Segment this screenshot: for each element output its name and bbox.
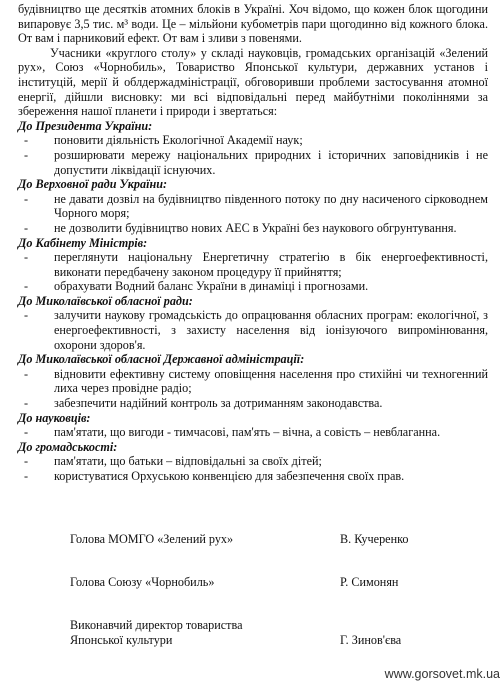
- signature-title-green-movement: Голова МОМГО «Зелений рух»: [70, 532, 234, 546]
- section-list-oblast-council: [18, 308, 488, 352]
- section-list-scientists: [18, 425, 488, 440]
- signature-title-japanese-culture-line2: Японської культури: [70, 633, 173, 647]
- section-heading-cabinet: До Кабінету Міністрів:: [18, 235, 148, 250]
- section-list-president: [18, 133, 488, 177]
- section-heading-verkhovna-rada: До Верховної ради України:: [18, 177, 168, 192]
- document-body: [18, 2, 488, 484]
- list-item: - переглянути національну Енергетичну стратегію в бік енергоефективності, виконати передбачену законом процедуру її прийняття;: [18, 250, 488, 279]
- list-item: - залучити наукову громадськість до опрацювання обласних програм: екологічної, з енергоефективності, з захисту населення від іонізуючого випромінювання, охорони здоров'я.: [18, 308, 488, 352]
- signature-name-chornobyl: Р. Симонян: [340, 575, 399, 589]
- section-list-cabinet: [18, 250, 488, 294]
- list-item: - пам'ятати, що вигоди - тимчасові, пам'ять – вічна, а совість – невблаганна.: [18, 425, 488, 440]
- section-list-oblast-administration: [18, 367, 488, 411]
- signature-name-green-movement: В. Кучеренко: [340, 532, 409, 546]
- signature-title-japanese-culture: Виконавчий директор товариства: [70, 618, 243, 632]
- section-list-public: [18, 454, 488, 483]
- list-item: - пам'ятати, що батьки – відповідальні за своїх дітей;: [18, 454, 488, 469]
- section-heading-public: До громадськості:: [18, 439, 118, 454]
- section-heading-scientists: До науковців:: [18, 410, 91, 425]
- section-heading-president: До Президента України:: [18, 118, 153, 133]
- list-item: - розширювати мережу національних природних і історичних заповідників і не допустити ліквідації існуючих.: [18, 148, 488, 177]
- signature-title-chornobyl: Голова Союзу «Чорнобиль»: [70, 575, 215, 589]
- section-list-verkhovna-rada: [18, 192, 488, 236]
- website-url[interactable]: www.gorsovet.mk.ua: [384, 667, 500, 681]
- list-item: - обрахувати Водний баланс України в динаміці і прогнозами.: [18, 279, 488, 294]
- list-item: - не давати дозвіл на будівництво південного потоку по дну насиченого сірководнем Чорного моря;: [18, 192, 488, 221]
- signature-name-japanese-culture: Г. Зинов'єва: [340, 633, 402, 647]
- intro-paragraph-1: будівництво ще десятків атомних блоків в Україні. Хоч відомо, що кожен блок щогодини випаровує 3,5 тис. м³ води. Це – мільйони кубометрів пари щогодинно від кожного блока. От вам і парниковий ефект. От вам і зливи з повенями.: [18, 2, 488, 46]
- section-heading-oblast-council: До Миколаївської обласної ради:: [18, 293, 193, 308]
- intro-paragraph-2: Учасники «круглого столу» у складі науковців, громадських організацій «Зелений рух», Союз «Чорнобиль», Товариство Японської культури, державних установ і інституцій, мерії й облдержадміністрації, обговоривши проблеми застосування атомної енергії, дійшли висновку: ми всі відповідальні перед майбутніми поколіннями за збереження нашої планети і природи і звертаться:: [18, 45, 488, 119]
- list-item: - не дозволити будівництво нових АЕС в Україні без наукового обгрунтування.: [18, 221, 488, 236]
- list-item: - поновити діяльність Екологічної Академії наук;: [18, 133, 488, 148]
- list-item: - забезпечити надійний контроль за дотриманням законодавства.: [18, 396, 488, 411]
- list-item: - користуватися Орхуською конвенцією для забезпечення своїх прав.: [18, 469, 488, 484]
- list-item: - відновити ефективну систему оповіщення населення про стихійні чи техногенний лиха через провідне радіо;: [18, 367, 488, 396]
- section-heading-oblast-administration: До Миколаївської обласної Державної адміністрації:: [18, 352, 305, 367]
